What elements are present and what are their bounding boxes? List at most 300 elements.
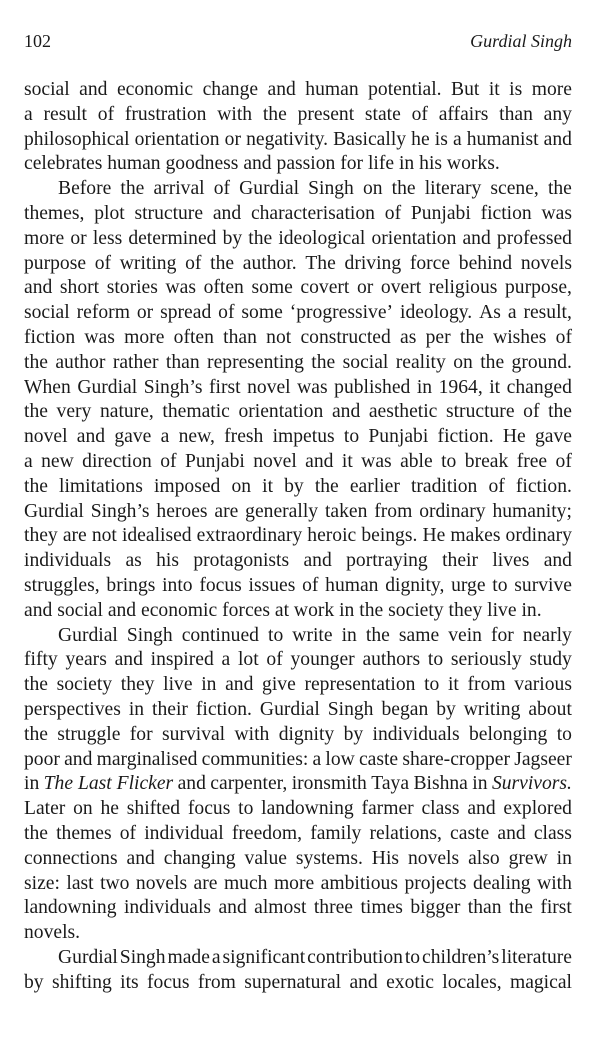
word: fifty (24, 649, 58, 671)
text-line (24, 946, 572, 971)
word: orientation (134, 128, 220, 150)
word: its (120, 971, 139, 993)
word: is (509, 79, 523, 100)
word: a (24, 103, 33, 125)
word: the (210, 252, 235, 274)
word: Gurdial (58, 946, 118, 968)
text-line (24, 450, 572, 475)
word: of (266, 649, 283, 671)
word: novel (24, 426, 68, 448)
word: issues (248, 574, 296, 596)
word: social (24, 79, 70, 100)
word: value (244, 847, 287, 869)
word: lot (237, 649, 259, 671)
word: earlier (349, 475, 400, 497)
word: first (209, 376, 241, 398)
word: to (492, 574, 508, 596)
word: continued (181, 624, 259, 646)
word: humanity; (492, 500, 572, 522)
word: and (331, 401, 361, 423)
word: dignity (278, 723, 335, 745)
word: Singh (308, 178, 354, 200)
text-line (24, 549, 572, 574)
word: stories (106, 277, 158, 299)
word: not (266, 326, 292, 348)
word: perspectives (24, 698, 121, 720)
word: on (73, 798, 93, 820)
word: goodness (165, 153, 239, 175)
word: and (543, 128, 572, 150)
word: of (160, 450, 177, 472)
word: per (425, 326, 451, 348)
word: marginalised (96, 748, 198, 770)
word: to (441, 450, 457, 472)
word: systems. (295, 847, 363, 869)
word: arrival (153, 178, 205, 200)
word: social (342, 351, 389, 373)
text-line (24, 698, 572, 723)
word: focus (147, 971, 190, 993)
word: focus (187, 798, 231, 820)
word: society (388, 599, 444, 621)
word: literary (424, 178, 482, 200)
word: force (409, 252, 451, 274)
word: low (325, 748, 355, 770)
word: some (251, 277, 293, 299)
word: by (436, 698, 456, 720)
italic-title: The Last Flicker (43, 773, 174, 795)
word: of (94, 252, 112, 274)
word: the (391, 178, 416, 200)
word: live (163, 674, 193, 696)
word: by (343, 723, 364, 745)
word: ambitious (320, 872, 398, 894)
word: shifted (126, 798, 181, 820)
word: result (43, 103, 87, 125)
text-line (24, 425, 572, 450)
word: the (508, 897, 533, 919)
word: humanist (466, 128, 539, 150)
word: to (404, 946, 421, 968)
text-line (24, 971, 572, 996)
word: by (222, 227, 243, 249)
word: give (262, 674, 296, 696)
word: a (507, 302, 517, 324)
word: able (400, 450, 433, 472)
word: from (467, 674, 506, 696)
word: more (273, 872, 315, 894)
text-line (24, 376, 572, 401)
word: themes (56, 822, 112, 844)
word: it (262, 475, 274, 497)
word: from (197, 971, 236, 993)
word: farmer (361, 798, 414, 820)
word: and (218, 897, 247, 919)
word: to (268, 624, 284, 646)
word: some (241, 302, 283, 324)
word: with (217, 103, 253, 125)
word: the (24, 401, 48, 423)
word: the (262, 103, 287, 125)
word: novels (520, 252, 572, 274)
text-line (24, 128, 572, 153)
word: and (303, 550, 332, 572)
word: negativity. (246, 128, 329, 150)
word: freedom, (231, 822, 303, 844)
word: two (100, 872, 130, 894)
word: ironsmith (291, 773, 367, 795)
word: he (411, 128, 430, 150)
word: work (293, 599, 335, 621)
text-line (24, 872, 572, 897)
word: carpenter, (210, 773, 288, 795)
word: imposed (153, 475, 221, 497)
word: and (212, 202, 242, 224)
word: in (556, 847, 572, 869)
word: society (56, 674, 113, 696)
word: children’s (422, 946, 500, 968)
word: Punjabi (410, 202, 471, 224)
word: magical (509, 971, 572, 993)
word: on (453, 351, 473, 373)
word: and (267, 79, 296, 100)
word: ideological (278, 227, 366, 249)
word: vein (448, 624, 482, 646)
word: in (398, 153, 415, 175)
word: Basically (333, 128, 407, 150)
word: present (297, 103, 355, 125)
word: the (548, 401, 572, 423)
word: to (343, 426, 360, 448)
word: Singh’s (90, 500, 150, 522)
word: of (97, 103, 115, 125)
word: individuals (123, 897, 212, 919)
word: of (523, 401, 540, 423)
word: ‘progressive’ (289, 302, 394, 324)
word: or (70, 227, 87, 249)
word: rather (112, 351, 159, 373)
word: grew (508, 847, 548, 869)
word: fiction (480, 202, 532, 224)
word: limitations (59, 475, 143, 497)
word: to (427, 649, 444, 671)
word: at (274, 599, 290, 621)
word: thematic (162, 401, 230, 423)
word: the (248, 227, 273, 249)
text-line (24, 574, 572, 599)
word: are (193, 872, 218, 894)
word: literature (501, 946, 572, 968)
word: study (529, 649, 572, 671)
word: the (24, 723, 48, 745)
word: Punjabi (368, 426, 429, 448)
word: he (100, 798, 119, 820)
word: Singh’s (143, 376, 203, 398)
word: gave (534, 426, 572, 448)
word: the (359, 599, 384, 621)
word: and (225, 674, 254, 696)
word: for (129, 723, 153, 745)
word: explored (503, 798, 572, 820)
word: of (411, 103, 428, 125)
word: aesthetic (368, 401, 438, 423)
word: the (459, 326, 484, 348)
word: often (173, 326, 214, 348)
word: in (416, 376, 433, 398)
word: fresh (224, 426, 264, 448)
word: structure (445, 401, 515, 423)
word: seriously (450, 649, 522, 671)
word: human (107, 153, 161, 175)
word: the (24, 674, 48, 696)
word: on (362, 178, 383, 200)
text-line (24, 475, 572, 500)
word: new (41, 450, 74, 472)
word: state (364, 103, 401, 125)
word: potential. (368, 79, 442, 100)
word: urge (451, 574, 486, 596)
word: He (502, 426, 526, 448)
word: social (57, 599, 103, 621)
word: driving (344, 252, 402, 274)
word: and (305, 450, 334, 472)
word: purpose (24, 252, 87, 274)
text-line (24, 896, 572, 921)
word: nearly (522, 624, 572, 646)
word: ordinary (419, 500, 486, 522)
word: a (221, 649, 231, 671)
page-number: 102 (24, 31, 51, 51)
text-line (24, 152, 572, 177)
word: changed (506, 376, 572, 398)
word: forces (222, 599, 270, 621)
word: fiction. (437, 426, 494, 448)
word: behind (458, 252, 513, 274)
word: authors (362, 649, 421, 671)
word: write (292, 624, 333, 646)
word: in (128, 698, 145, 720)
word: almost (254, 897, 307, 919)
word: a (211, 946, 221, 968)
word: and (24, 277, 53, 299)
word: was (84, 326, 115, 348)
word: celebrates (24, 153, 103, 175)
word: exotic (386, 971, 434, 993)
word: various (514, 674, 572, 696)
word: to (556, 723, 572, 745)
word: nature, (99, 401, 154, 423)
word: heroes (156, 500, 208, 522)
word: of (218, 302, 235, 324)
word: family (310, 822, 362, 844)
word: novels. (24, 922, 81, 944)
word: heroic (307, 525, 357, 547)
word: dealing (472, 872, 531, 894)
word: or (224, 128, 241, 150)
italic-title: Survivors. (491, 773, 572, 795)
word: are (214, 500, 239, 522)
word: wishes (493, 326, 547, 348)
word: brings (106, 574, 156, 596)
word: his (419, 153, 443, 175)
word: religious (428, 277, 498, 299)
word: on (231, 475, 252, 497)
word: survival (162, 723, 226, 745)
word: novels (407, 847, 460, 869)
word: and (497, 822, 526, 844)
word: He (422, 525, 446, 547)
word: for (340, 153, 364, 175)
word: Gurdial (77, 376, 138, 398)
word: by (284, 475, 304, 497)
word: makes (450, 525, 501, 547)
word: taken (324, 500, 368, 522)
text-line (24, 227, 572, 252)
word: poor (24, 748, 60, 770)
word: first (540, 897, 572, 919)
word: live (487, 599, 517, 621)
word: younger (290, 649, 355, 671)
word: more (531, 79, 572, 100)
word: affairs (438, 103, 489, 125)
word: supernatural (244, 971, 342, 993)
word: ideology. (400, 302, 473, 324)
word: bigger (410, 897, 461, 919)
word: and (543, 550, 572, 572)
word: or (356, 277, 374, 299)
word: published (334, 376, 411, 398)
word: extraordinary (196, 525, 303, 547)
word: impetus (272, 426, 335, 448)
word: of (555, 326, 572, 348)
word: of (302, 574, 319, 596)
word: in (472, 773, 488, 795)
word: projects (404, 872, 467, 894)
word: human (325, 574, 379, 596)
word: locales, (442, 971, 502, 993)
word: shifting (51, 971, 112, 993)
word: caste (450, 822, 490, 844)
word: the (24, 822, 48, 844)
word: idealised (121, 525, 192, 547)
word: fiction (24, 326, 76, 348)
word: author (55, 351, 106, 373)
word: and (177, 773, 206, 795)
word: not (91, 525, 117, 547)
word: new, (178, 426, 215, 448)
text-line (24, 797, 572, 822)
word: covert (300, 277, 350, 299)
word: it (447, 674, 459, 696)
word: survive (514, 574, 572, 596)
word: the (24, 351, 48, 373)
word: characterisation (250, 202, 375, 224)
word: Bishna (413, 773, 468, 795)
word: Before (58, 178, 112, 200)
text-line (24, 847, 572, 872)
word: a (160, 426, 170, 448)
word: and (64, 748, 93, 770)
word: professed (496, 227, 572, 249)
word: writing (119, 252, 177, 274)
word: a (452, 128, 462, 150)
word: Gurdial (58, 624, 118, 646)
word: struggle (57, 723, 121, 745)
word: was (361, 450, 392, 472)
text-line (24, 673, 572, 698)
word: philosophical (24, 128, 130, 150)
word: very (56, 401, 92, 423)
word: much (223, 872, 268, 894)
word: his (156, 550, 179, 572)
word: short (59, 277, 100, 299)
word: purpose, (504, 277, 572, 299)
word: novel (253, 450, 297, 472)
word: size: (24, 872, 60, 894)
word: and (76, 426, 106, 448)
text-line (24, 351, 572, 376)
word: free (516, 450, 548, 472)
word: into (162, 574, 193, 596)
word: author. (242, 252, 297, 274)
text-line (24, 326, 572, 351)
word: the (24, 475, 48, 497)
word: belonging (468, 723, 548, 745)
word: more (24, 227, 65, 249)
word: generally (245, 500, 319, 522)
word: economic (141, 599, 218, 621)
word: a (24, 450, 33, 472)
word: for (490, 624, 514, 646)
word: the (547, 178, 572, 200)
text-line (24, 276, 572, 301)
word: they (24, 525, 58, 547)
body-text (24, 78, 572, 995)
text-line (24, 723, 572, 748)
word: social (24, 302, 70, 324)
word: from (374, 500, 413, 522)
word: overt (380, 277, 422, 299)
word: passion (276, 153, 336, 175)
word: their (152, 698, 188, 720)
word: Singh (327, 698, 374, 720)
word: constructed (300, 326, 391, 348)
text-line (24, 400, 572, 425)
word: share-cropper (402, 748, 511, 770)
word: The (305, 252, 336, 274)
word: spread (160, 302, 212, 324)
word: result, (523, 302, 572, 324)
text-line (24, 648, 572, 673)
word: Taya (371, 773, 410, 795)
word: of (488, 475, 505, 497)
word: same (398, 624, 440, 646)
word: scene, (490, 178, 539, 200)
word: individuals (24, 550, 112, 572)
word: the (365, 624, 390, 646)
word: they (120, 674, 155, 696)
word: gave (114, 426, 152, 448)
word: in. (521, 599, 542, 621)
text-line (24, 599, 572, 624)
word: As (479, 302, 501, 324)
word: about (528, 698, 572, 720)
text-line (24, 301, 572, 326)
word: in (201, 674, 217, 696)
word: in (24, 773, 40, 795)
word: three (313, 897, 354, 919)
word: focus (199, 574, 242, 596)
